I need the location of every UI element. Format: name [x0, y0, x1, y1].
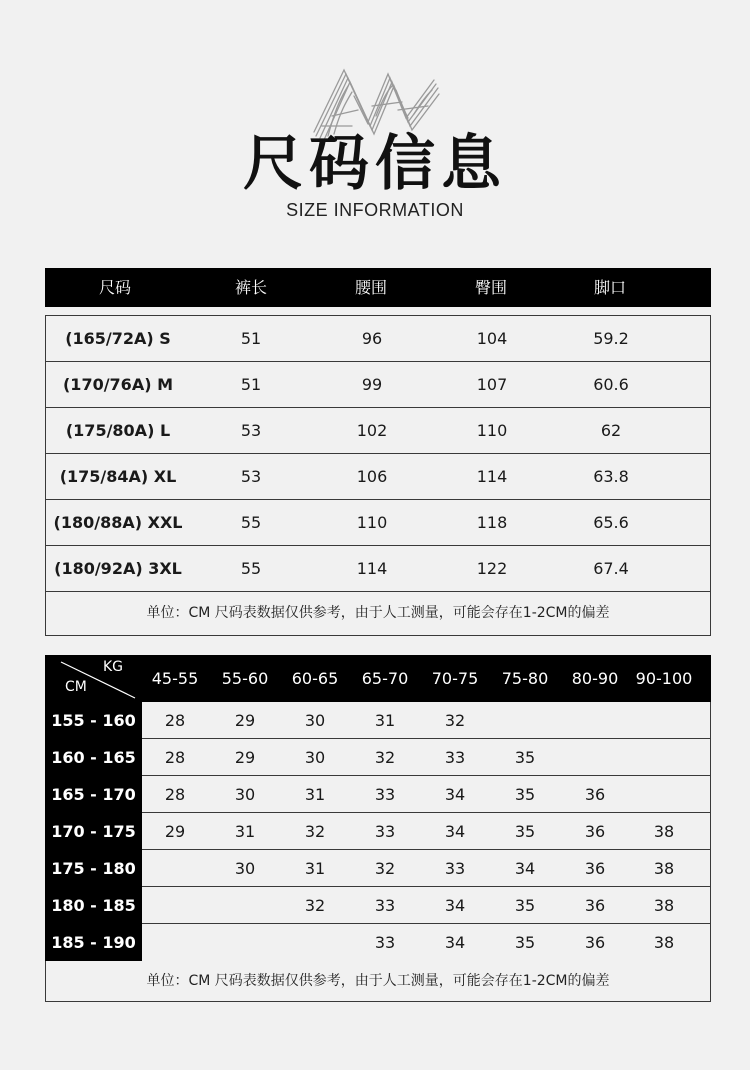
- col-hip: 臀围: [474, 278, 508, 297]
- table-cell: 33: [374, 822, 396, 841]
- size-label: (180/88A) XXL: [53, 513, 183, 532]
- table-cell: 29: [164, 822, 186, 841]
- fit-table-header: [45, 655, 711, 702]
- table-cell: 31: [234, 822, 256, 841]
- table-cell: 34: [444, 822, 466, 841]
- size-table: [45, 315, 711, 636]
- table-cell: 28: [164, 785, 186, 804]
- table-cell: 29: [234, 711, 256, 730]
- table-row: [45, 739, 711, 776]
- table-cell: 33: [444, 748, 466, 767]
- corner-kg-label: KG: [103, 659, 124, 675]
- table-cell: 36: [584, 785, 606, 804]
- table-cell: 110: [356, 513, 388, 532]
- size-label: (175/84A) XL: [59, 467, 177, 486]
- table-cell: 34: [514, 859, 536, 878]
- height-range: 155 - 160: [51, 711, 136, 730]
- table-row: [45, 702, 711, 739]
- table-cell: 32: [304, 896, 326, 915]
- table-cell: 33: [444, 859, 466, 878]
- table-cell: 51: [240, 375, 262, 394]
- table-cell: 31: [304, 859, 326, 878]
- weight-range: 60-65: [291, 669, 339, 688]
- table-cell: 30: [234, 859, 256, 878]
- table-cell: 30: [304, 711, 326, 730]
- table-row: [46, 500, 710, 546]
- height-range: 160 - 165: [51, 748, 136, 767]
- weight-range: 70-75: [431, 669, 479, 688]
- page-subtitle: SIZE INFORMATION: [286, 200, 464, 220]
- table-cell: 32: [444, 711, 466, 730]
- col-size: 尺码: [98, 278, 132, 297]
- table-cell: 53: [240, 421, 262, 440]
- table-row: [45, 850, 711, 887]
- table-cell: 38: [653, 859, 675, 878]
- weight-range: 65-70: [361, 669, 409, 688]
- table-cell: 55: [240, 559, 262, 578]
- table-cell: 51: [240, 329, 262, 348]
- col-waist: 腰围: [354, 278, 388, 297]
- height-range: 180 - 185: [51, 896, 136, 915]
- table-cell: 35: [514, 785, 536, 804]
- table-cell: 38: [653, 822, 675, 841]
- table-cell: 33: [374, 933, 396, 952]
- table-cell: 28: [164, 748, 186, 767]
- table-cell: 32: [304, 822, 326, 841]
- table-row: [46, 454, 710, 500]
- table-cell: 33: [374, 785, 396, 804]
- table-row: [46, 408, 710, 454]
- fit-table-note: 单位：CM 尺码表数据仅供参考，由于人工测量，可能会存在1-2CM的偏差: [45, 961, 711, 1002]
- table-cell: 33: [374, 896, 396, 915]
- table-cell: 31: [374, 711, 396, 730]
- table-cell: 34: [444, 896, 466, 915]
- table-cell: 36: [584, 859, 606, 878]
- table-cell: 35: [514, 933, 536, 952]
- height-range: 165 - 170: [51, 785, 136, 804]
- col-hem: 脚口: [593, 278, 627, 297]
- table-cell: 114: [476, 467, 508, 486]
- table-cell: 35: [514, 896, 536, 915]
- col-length: 裤长: [234, 278, 268, 297]
- table-row: [45, 813, 711, 850]
- table-cell: 35: [514, 822, 536, 841]
- table-cell: 62: [600, 421, 622, 440]
- table-cell: 114: [356, 559, 388, 578]
- table-cell: 59.2: [593, 329, 629, 348]
- size-table-note: 单位：CM 尺码表数据仅供参考，由于人工测量，可能会存在1-2CM的偏差: [146, 605, 610, 621]
- size-label: (165/72A) S: [65, 329, 171, 348]
- table-cell: 38: [653, 933, 675, 952]
- height-range: 170 - 175: [51, 822, 136, 841]
- table-cell: 30: [234, 785, 256, 804]
- table-cell: 67.4: [593, 559, 629, 578]
- size-label: (175/80A) L: [65, 421, 171, 440]
- table-cell: 53: [240, 467, 262, 486]
- table-cell: 30: [304, 748, 326, 767]
- table-cell: 104: [476, 329, 508, 348]
- height-range: 175 - 180: [51, 859, 136, 878]
- table-cell: 38: [653, 896, 675, 915]
- fit-table: [45, 655, 711, 1002]
- table-cell: 99: [361, 375, 383, 394]
- table-cell: 34: [444, 785, 466, 804]
- table-cell: 65.6: [593, 513, 629, 532]
- page-title: 尺码信息: [243, 129, 507, 199]
- table-cell: 29: [234, 748, 256, 767]
- table-cell: 107: [476, 375, 508, 394]
- table-cell: 35: [514, 748, 536, 767]
- table-cell: 32: [374, 748, 396, 767]
- height-range: 185 - 190: [51, 933, 136, 952]
- table-cell: 106: [356, 467, 388, 486]
- weight-range: 55-60: [221, 669, 269, 688]
- table-row: [46, 316, 710, 362]
- table-cell: 34: [444, 933, 466, 952]
- weight-range: 80-90: [571, 669, 619, 688]
- table-cell: 60.6: [593, 375, 629, 394]
- table-row: [46, 546, 710, 592]
- table-row: [45, 887, 711, 924]
- table-cell: 122: [476, 559, 508, 578]
- size-table-header: [45, 268, 711, 307]
- table-cell: 31: [304, 785, 326, 804]
- table-cell: 36: [584, 933, 606, 952]
- table-cell: 32: [374, 859, 396, 878]
- weight-range: 45-55: [151, 669, 199, 688]
- weight-range: 90-100: [635, 669, 693, 688]
- table-cell: 28: [164, 711, 186, 730]
- table-cell: 102: [356, 421, 388, 440]
- table-row: [46, 362, 710, 408]
- table-row: [45, 776, 711, 813]
- weight-range: 75-80: [501, 669, 549, 688]
- size-label: (180/92A) 3XL: [54, 559, 182, 578]
- corner-cm-label: CM: [65, 679, 87, 695]
- table-cell: 96: [361, 329, 383, 348]
- table-row: [45, 924, 711, 961]
- table-cell: 118: [476, 513, 508, 532]
- table-cell: 36: [584, 822, 606, 841]
- size-label: (170/76A) M: [62, 375, 174, 394]
- table-cell: 36: [584, 896, 606, 915]
- table-cell: 55: [240, 513, 262, 532]
- table-cell: 63.8: [593, 467, 629, 486]
- table-cell: 110: [476, 421, 508, 440]
